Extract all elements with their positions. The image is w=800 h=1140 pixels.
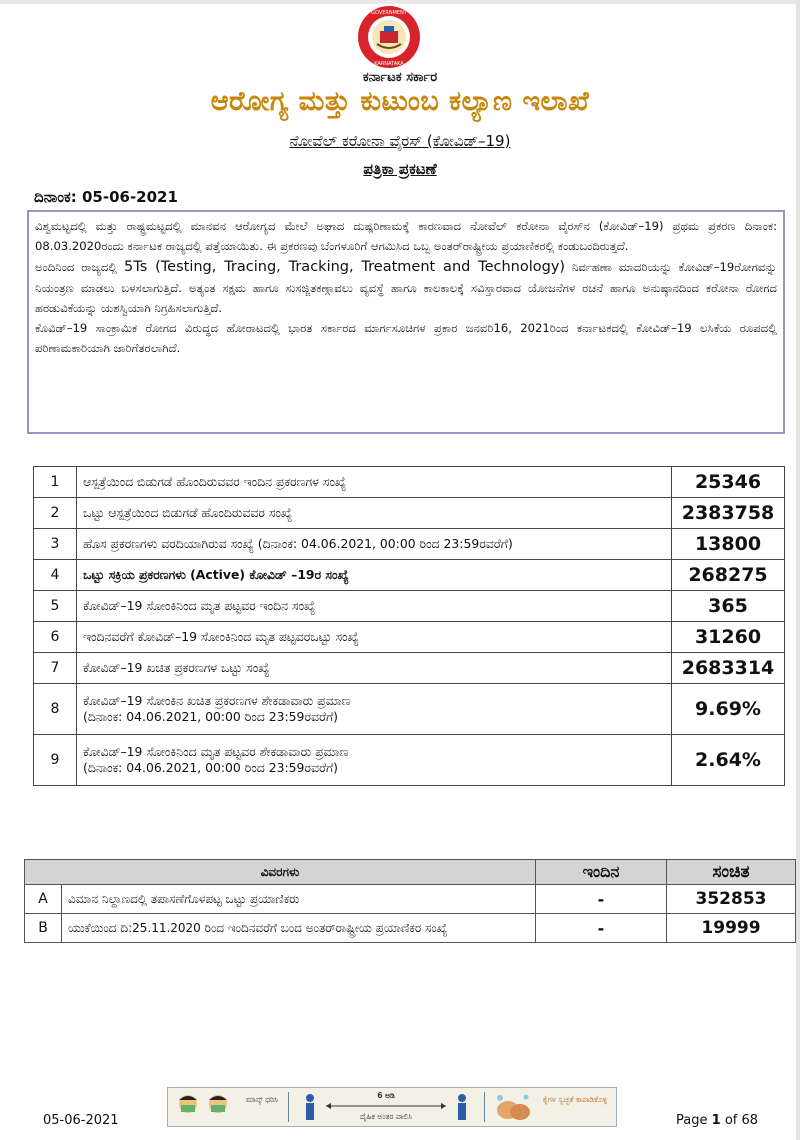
row-description: ಒಟ್ಟು ಆಸ್ಪತ್ರೆಯಿಂದ ಬಿಡುಗಡೆ ಹೊಂದಿರುವವರ ಸಂಖ್ಯೆ bbox=[77, 498, 672, 529]
table-row bbox=[34, 622, 785, 653]
table-row bbox=[34, 735, 785, 786]
row-description-line-1: ಕೋವಿಡ್–19 ಸೋಂಕಿನಿಂದ ಮೃತ ಪಟ್ಟವರ ಶೇಕಡಾವಾರು ಪ್ರಮಾಣ bbox=[83, 744, 349, 759]
header-details: ವಿವರಗಳು bbox=[25, 860, 536, 885]
mask-people-icon bbox=[172, 1092, 242, 1122]
row-value: 13800 bbox=[672, 529, 785, 560]
row-number: 6 bbox=[34, 622, 77, 653]
row-description: ಆಸ್ಪತ್ರೆಯಿಂದ ಬಿಡುಗಡೆ ಹೊಂದಿರುವವರ ಇಂದಿನ ಪ್ರಕರಣಗಳ ಸಂಖ್ಯೆ bbox=[77, 467, 672, 498]
table-row bbox=[34, 560, 785, 591]
hand-hygiene-label: ಕೈಗಳ ಸ್ವಚ್ಛತೆ ಕಾಪಾಡಿಕೊಳ್ಳಿ bbox=[542, 1095, 608, 1104]
intro-paragraph-2 bbox=[35, 256, 777, 318]
row-value: 31260 bbox=[672, 622, 785, 653]
row-description: ಕೋವಿಡ್–19 ಖಚಿತ ಪ್ರಕರಣಗಳ ಒಟ್ಟು ಸಂಖ್ಯೆ bbox=[77, 653, 672, 684]
banner-divider bbox=[484, 1092, 485, 1122]
svg-text:GOVERNMENT: GOVERNMENT bbox=[371, 10, 407, 16]
table-row bbox=[34, 591, 785, 622]
hand-wash-icon bbox=[490, 1092, 540, 1122]
intro-box bbox=[27, 210, 785, 434]
intro-paragraph-3: ಕೊವಿಡ್–19 ಸಾಂಕ್ರಾಮಿಕ ರೋಗದ ವಿರುದ್ಧದ ಹೋರಾಟದಲ್ಲಿ ಭಾರತ ಸರ್ಕಾರದ ಮಾರ್ಗಸೂಚಿಗಳ ಪ್ರಕಾರ ಜನವರಿ16, 2021ರಿಂದ ಕರ್ನಾಟಕದಲ್ಲಿ ಕೋವಿಡ್–19 ಲಸಿಕೆಯ ರೂಪದಲ್ಲಿ ಪರಿಣಾಮಕಾರಿಯಾಗಿ ಜಾರಿಗೆತರಲಾಗಿದೆ. bbox=[35, 321, 777, 355]
table-row bbox=[34, 529, 785, 560]
government-name: ಕರ್ನಾಟಕ ಸರ್ಕಾರ bbox=[362, 70, 438, 85]
row-value: 25346 bbox=[672, 467, 785, 498]
page-total: of 68 bbox=[724, 1113, 759, 1128]
row-value: 2.64% bbox=[672, 735, 785, 786]
row-today: - bbox=[536, 885, 667, 914]
row-number: 2 bbox=[34, 498, 77, 529]
header-cumulative: ಸಂಚಿತ bbox=[667, 860, 796, 885]
row-description: ಹೊಸ ಪ್ರಕರಣಗಳು ವರದಿಯಾಗಿರುವ ಸಂಖ್ಯೆ (ದಿನಾಂಕ: 04.06.2021, 00:00 ರಿಂದ 23:59ರವರೆಗೆ) bbox=[77, 529, 672, 560]
karnataka-seal-icon bbox=[347, 4, 431, 70]
release-date bbox=[34, 188, 178, 206]
row-description: ವಿಮಾನ ನಿಲ್ದಾಣದಲ್ಲಿ ತಪಾಸಣೆಗೊಳಪಟ್ಟ ಒಟ್ಟು ಪ್ರಯಾಣಿಕರು bbox=[62, 885, 536, 914]
table-row bbox=[25, 914, 796, 943]
row-number: 8 bbox=[34, 684, 77, 735]
page-number bbox=[676, 1113, 758, 1128]
row-description bbox=[77, 735, 672, 786]
row-value: 9.69% bbox=[672, 684, 785, 735]
intro-paragraph-2-suffix: ನಿರ್ವಹಣಾ ಮಾದರಿಯನ್ನು ಕೋವಿಡ್–19ರೋಗವನ್ನು ನಿಯಂತ್ರಣ ಮಾಡಲು ಬಳಸಲಾಗುತ್ತಿದೆ. ಅತ್ಯಂತ ಸಕ್ಷಮ ಹಾಗೂ ಸುಸಜ್ಜಿತಕಣ್ಗಾವಲು ವ್ಯವಸ್ಥೆ ಹಾಗೂ ಕಾಲಕಾಲಕ್ಕೆ ಸವಿಸ್ತಾರವಾದ ಯೋಜನೆಗಳ ರಚನೆ ಹಾಗೂ ಅನುಷ್ಠಾನದಿಂದ ಕರೋನಾ ರೋಗದ ಹರಡುವಿಕೆಯನ್ನು ಯಶಸ್ವಿಯಾಗಿ ನಿಗ್ರಹಿಸಲಾಗುತ್ತಿದೆ. bbox=[35, 260, 777, 315]
page-prefix: Page bbox=[676, 1113, 708, 1128]
row-number: 3 bbox=[34, 529, 77, 560]
mask-label: ಮಾಸ್ಕ್ ಧರಿಸಿ bbox=[245, 1095, 279, 1104]
row-description: ಇಂದಿನವರೆಗೆ ಕೋವಿಡ್–19 ಸೋಂಕಿನಿಂದ ಮೃತ ಪಟ್ಟವರಒಟ್ಟು ಸಂಖ್ಯೆ bbox=[77, 622, 672, 653]
row-value: 365 bbox=[672, 591, 785, 622]
row-cumulative: 352853 bbox=[667, 885, 796, 914]
five-ts-text: 5Ts (Testing, Tracing, Tracking, Treatment and Technology) bbox=[124, 259, 566, 275]
row-today: - bbox=[536, 914, 667, 943]
row-description-line-2: (ದಿನಾಂಕ: 04.06.2021, 00:00 ರಿಂದ 23:59ರವರೆಗೆ) bbox=[83, 760, 339, 775]
department-title: ಆರೋಗ್ಯ ಮತ್ತು ಕುಟುಂಬ ಕಲ್ಯಾಣ ಇಲಾಖೆ bbox=[210, 86, 590, 117]
row-value: 2383758 bbox=[672, 498, 785, 529]
row-cumulative: 19999 bbox=[667, 914, 796, 943]
distance-label: ದೈಹಿಕ ಅಂತರ ಪಾಲಿಸಿ bbox=[359, 1112, 413, 1121]
row-number: 4 bbox=[34, 560, 77, 591]
banner-divider bbox=[288, 1092, 289, 1122]
row-description bbox=[77, 684, 672, 735]
row-description: ಯುಕೆಯಿಂದ ದಿ:25.11.2020 ರಿಂದ ಇಂದಿನವರೆಗೆ ಬಂದ ಅಂತರ್‌ರಾಷ್ಟ್ರೀಯ ಪ್ರಯಾಣಿಕರ ಸಂಖ್ಯೆ bbox=[62, 914, 536, 943]
table-row bbox=[25, 885, 796, 914]
date-label: ದಿನಾಂಕ: bbox=[34, 188, 77, 206]
svg-text:KARNATAKA: KARNATAKA bbox=[374, 61, 404, 67]
row-number: 1 bbox=[34, 467, 77, 498]
footer-date: 05-06-2021 bbox=[43, 1113, 119, 1128]
covid-safety-banner bbox=[167, 1087, 617, 1127]
table-row bbox=[34, 467, 785, 498]
row-number: 7 bbox=[34, 653, 77, 684]
row-number: 5 bbox=[34, 591, 77, 622]
intro-paragraph-2-prefix: ಅಂದಿನಿಂದ ರಾಜ್ಯದಲ್ಲಿ bbox=[35, 260, 125, 274]
row-value: 2683314 bbox=[672, 653, 785, 684]
row-index: B bbox=[25, 914, 62, 943]
press-release-title: ಪತ್ರಿಕಾ ಪ್ರಕಟಣೆ bbox=[363, 160, 437, 178]
row-description: ಒಟ್ಟು ಸಕ್ರಿಯ ಪ್ರಕರಣಗಳು (Active) ಕೋವಿಡ್ –19ರ ಸಂಖ್ಯೆ bbox=[77, 560, 672, 591]
date-value: 05-06-2021 bbox=[81, 188, 178, 206]
row-value: 268275 bbox=[672, 560, 785, 591]
row-description-line-1: ಕೋವಿಡ್–19 ಸೋಂಕಿನ ಖಚಿತ ಪ್ರಕರಣಗಳ ಶೇಕಡಾವಾರು ಪ್ರಮಾಣ bbox=[83, 693, 351, 708]
table-row bbox=[34, 684, 785, 735]
row-description: ಕೋವಿಡ್–19 ಸೋಂಕಿನಿಂದ ಮೃತ ಪಟ್ಟವರ ಇಂದಿನ ಸಂಖ್ಯೆ bbox=[77, 591, 672, 622]
page-current: 1 bbox=[711, 1113, 721, 1128]
subject-line: ನೋವೆಲ್ ಕರೋನಾ ವೈರಸ್ (ಕೋವಿಡ್–19) bbox=[289, 132, 511, 150]
distance-value: 6 ಅಡಿ bbox=[377, 1091, 395, 1100]
row-index: A bbox=[25, 885, 62, 914]
row-number: 9 bbox=[34, 735, 77, 786]
table-header-row bbox=[25, 860, 796, 885]
table-row bbox=[34, 653, 785, 684]
travel-table bbox=[24, 859, 796, 943]
row-description-line-2: (ದಿನಾಂಕ: 04.06.2021, 00:00 ರಿಂದ 23:59ರವರೆಗೆ) bbox=[83, 709, 339, 724]
table-row bbox=[34, 498, 785, 529]
intro-paragraph-1: ವಿಶ್ವಮಟ್ಟದಲ್ಲಿ ಮತ್ತು ರಾಷ್ಟ್ರಮಟ್ಟದಲ್ಲಿ ಮಾನವನ ಆರೋಗ್ಯದ ಮೇಲೆ ಅಘಾದ ದುಷ್ಪರಿಣಾಮಕ್ಕೆ ಕಾರಣವಾದ ನೋವೆಲ್ ಕರೋನಾ ವೈರಸ್‌ನ (ಕೋವಿಡ್–19) ಪ್ರಥಮ ಪ್ರಕರಣ ದಿನಾಂಕ: 08.03.2020ರಂದು ಕರ್ನಾಟಕ ರಾಜ್ಯದಲ್ಲಿ ಪತ್ತೆಯಾಯಿತು. ಈ ಪ್ರಕರಣವು ಬೆಂಗಳೂರಿಗೆ ಆಗಮಿಸಿದ ಒಬ್ಬ ಅಂತರ್‌ರಾಷ್ಟ್ರೀಯ ಪ್ರಯಾಣಿಕರಲ್ಲಿ ಕಂಡುಬಂದಿರುತ್ತದೆ. bbox=[35, 219, 777, 253]
header-today: ಇಂದಿನ bbox=[536, 860, 667, 885]
stats-table bbox=[33, 466, 785, 786]
